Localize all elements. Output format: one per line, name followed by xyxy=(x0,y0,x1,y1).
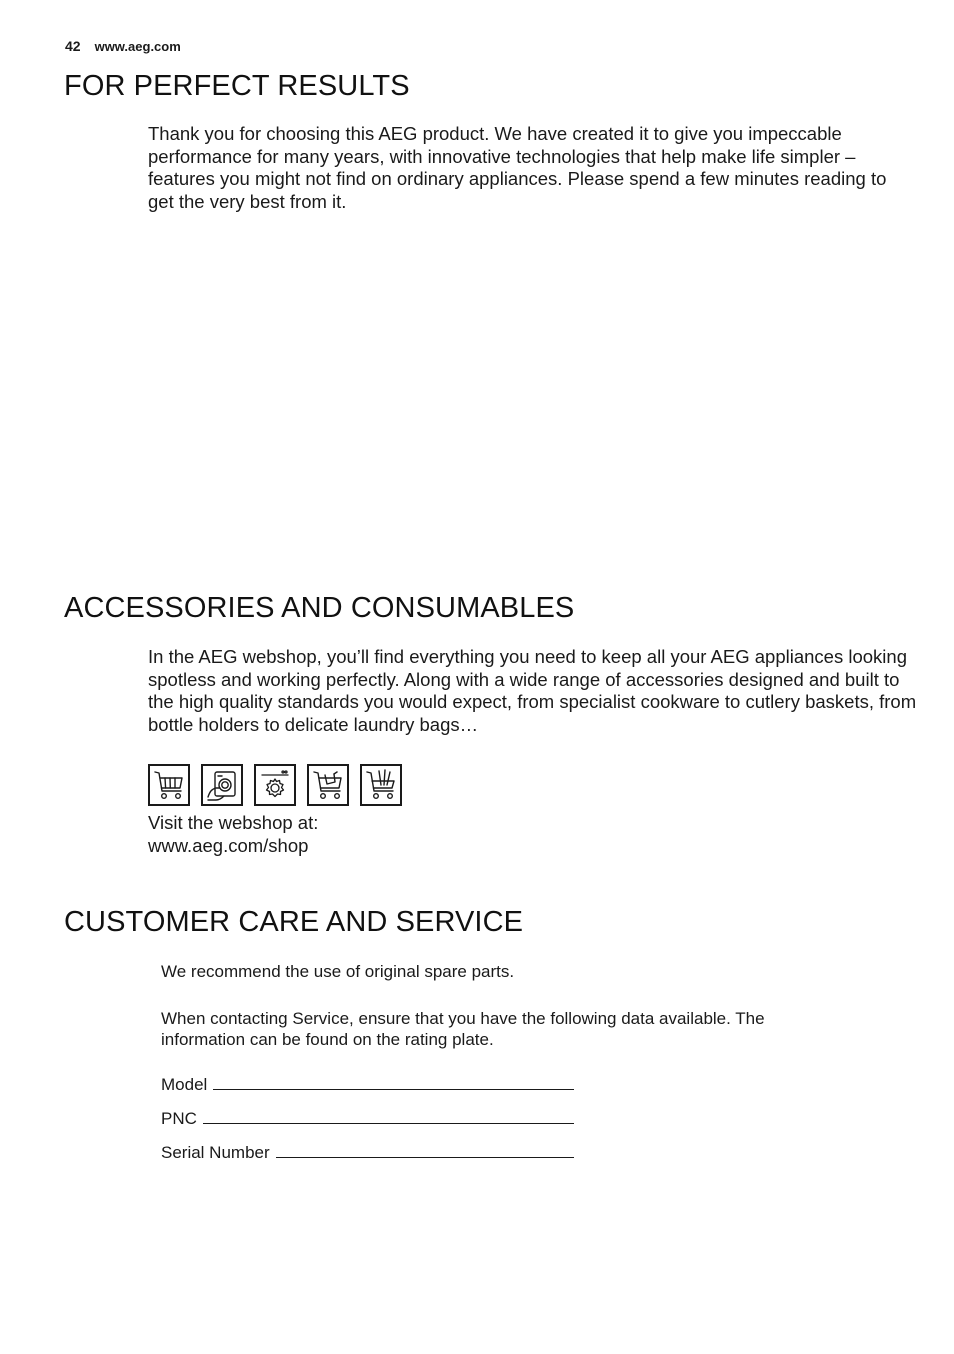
spare-parts-recommendation: We recommend the use of original spare parts. xyxy=(161,962,515,981)
page-number: 42 xyxy=(65,38,81,54)
accessories-paragraph: In the AEG webshop, you’ll find everything you need to keep all your AEG appliances looking spotless and working perfectly. Along with a wide range of accessories designed and built to the high quality standards you would expect, from specialist cookware to cutlery baskets, from bottle holders to delicate laundry bags… xyxy=(148,646,917,735)
page-header xyxy=(65,38,181,54)
cart-cutlery-icon xyxy=(360,764,402,806)
oven-gear-icon xyxy=(254,764,296,806)
laundry-drum-icon xyxy=(201,764,243,806)
pnc-entry-line[interactable] xyxy=(203,1109,574,1124)
section-title-perfect-results: FOR PERFECT RESULTS xyxy=(64,70,410,102)
webshop-url[interactable]: www.aeg.com/shop xyxy=(148,835,309,856)
pnc-label: PNC xyxy=(161,1109,197,1128)
serial-number-label: Serial Number xyxy=(161,1143,270,1162)
webshop-visit-label: Visit the webshop at: xyxy=(148,812,319,833)
cart-cookware-icon xyxy=(307,764,349,806)
model-field xyxy=(161,1075,574,1095)
pnc-field xyxy=(161,1109,574,1129)
header-url: www.aeg.com xyxy=(94,39,181,54)
cart-cleaning-icon xyxy=(148,764,190,806)
serial-number-field xyxy=(161,1143,574,1163)
serial-number-entry-line[interactable] xyxy=(276,1143,574,1158)
service-contact-info: When contacting Service, ensure that you have the following data available. The information can be found on the rating plate. xyxy=(161,1009,765,1049)
section-title-accessories: ACCESSORIES AND CONSUMABLES xyxy=(64,592,575,624)
section-title-customer-care: CUSTOMER CARE AND SERVICE xyxy=(64,906,524,938)
model-label: Model xyxy=(161,1075,208,1094)
model-entry-line[interactable] xyxy=(213,1075,574,1090)
perfect-results-paragraph: Thank you for choosing this AEG product. We have created it to give you impeccable performance for many years, with innovative technologies that help make life simpler – features you might not find on ordinary appliances. Please spend a few minutes reading to get the very best from it. xyxy=(148,123,887,212)
webshop-icon-row xyxy=(148,764,402,806)
